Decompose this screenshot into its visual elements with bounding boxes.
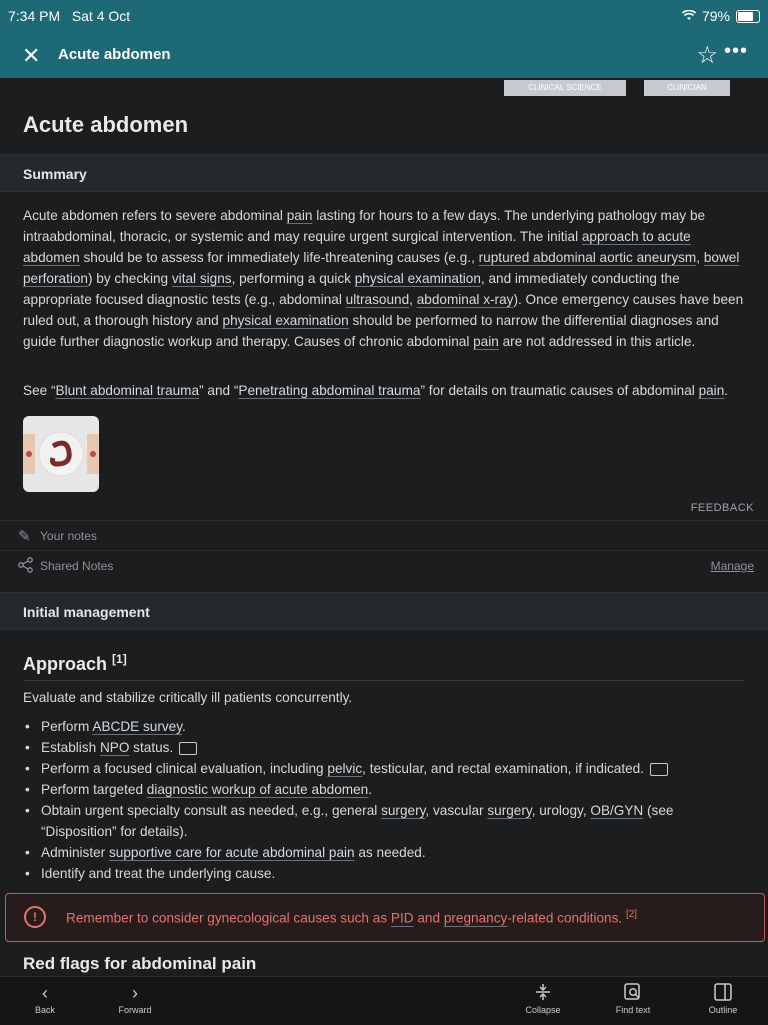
section-initial-management-title: Initial management: [23, 604, 150, 620]
text: ” and “: [199, 383, 239, 398]
nav-bar: [0, 32, 768, 78]
link-pain[interactable]: pain: [473, 334, 499, 349]
link-physical-examination[interactable]: physical examination: [354, 271, 481, 286]
abdomen-illustration-icon: [23, 416, 99, 492]
section-summary-header[interactable]: [0, 154, 768, 192]
chevron-right-icon: ›: [132, 983, 138, 1003]
your-notes-row[interactable]: [0, 520, 768, 551]
share-icon: [18, 557, 34, 577]
text: See “: [23, 383, 56, 398]
article-content[interactable]: [0, 78, 768, 976]
manage-link[interactable]: Manage: [710, 559, 754, 573]
comment-icon[interactable]: [179, 742, 197, 755]
pencil-icon: ✎: [18, 528, 31, 545]
text: Perform targeted: [41, 782, 147, 797]
collapse-label: Collapse: [525, 1005, 561, 1015]
divider: [23, 680, 745, 681]
shared-notes-label: Shared Notes: [40, 559, 114, 573]
text: Perform: [41, 719, 93, 734]
link-npo[interactable]: NPO: [99, 740, 130, 755]
section-initial-management-header[interactable]: [0, 592, 768, 630]
reference-1[interactable]: [1]: [112, 652, 127, 666]
link-vital-signs[interactable]: vital signs: [171, 271, 232, 286]
status-time: 7:34 PM: [8, 8, 61, 24]
link-supportive-care[interactable]: supportive care for acute abdominal pain: [109, 845, 355, 860]
text: ). Once emergency causes have been ruled out, a thorough history and: [23, 292, 744, 328]
collapse-icon: [513, 983, 573, 1005]
text: ,: [696, 250, 704, 265]
collapse-button[interactable]: [513, 983, 573, 1015]
text: , and immediately conducting the appropriate focused diagnostic tests (e.g., abdominal: [23, 271, 680, 307]
comment-icon[interactable]: [650, 763, 668, 776]
status-right: [682, 8, 760, 24]
text: Remember to consider gynecological causes such as: [66, 910, 391, 926]
text: , testicular, and rectal examination, if indicated.: [362, 761, 645, 776]
find-text-button[interactable]: [603, 983, 663, 1015]
list-item: [23, 842, 745, 863]
link-approach-acute-abdomen[interactable]: approach to acute abdomen: [23, 229, 691, 265]
link-surgery[interactable]: surgery: [381, 803, 426, 818]
list-item: [23, 716, 745, 737]
back-label: Back: [34, 1005, 55, 1015]
link-pid[interactable]: PID: [390, 910, 414, 926]
media-thumbnail[interactable]: [23, 416, 99, 492]
approach-list: [23, 716, 745, 884]
text: should be to assess for immediately life-threatening causes (e.g.,: [79, 250, 479, 265]
text: , urology,: [531, 803, 591, 818]
forward-label: Forward: [118, 1005, 152, 1015]
find-text-icon: [603, 983, 663, 1005]
text: should be performed to narrow the differential diagnoses and guide further diagnostic workup and therapy. Causes of chronic abdominal: [23, 313, 719, 349]
battery-percent: 79%: [701, 8, 730, 24]
link-pregnancy[interactable]: pregnancy: [443, 910, 508, 926]
text: status.: [129, 740, 174, 755]
text: lasting for hours to a few days. The underlying pathology may be intraabdominal, thoracic, or systemic and may require urgent surgical intervention. The initial: [23, 208, 706, 244]
link-physical-examination[interactable]: physical examination: [222, 313, 349, 328]
red-flags-heading: Red flags for abdominal pain: [23, 954, 257, 973]
status-time-date: [8, 8, 130, 24]
approach-intro: Evaluate and stabilize critically ill patients concurrently.: [23, 690, 353, 705]
summary-see-also: [23, 380, 745, 401]
reference-2[interactable]: [2]: [625, 909, 638, 920]
wifi-icon: [682, 8, 696, 24]
list-item: [23, 758, 745, 779]
link-ruptured-aaa[interactable]: ruptured abdominal aortic aneurysm: [478, 250, 697, 265]
find-text-label: Find text: [615, 1005, 651, 1015]
bottom-toolbar: [0, 976, 768, 1025]
link-abdominal-xray[interactable]: abdominal x-ray: [416, 292, 514, 307]
link-pain[interactable]: pain: [698, 383, 725, 398]
text: , performing a quick: [231, 271, 355, 286]
link-ultrasound[interactable]: ultrasound: [345, 292, 410, 307]
section-summary-title: Summary: [23, 166, 87, 182]
link-pelvic[interactable]: pelvic: [327, 761, 363, 776]
link-bowel-perforation[interactable]: bowel perforation: [23, 250, 740, 286]
text: ,: [409, 292, 417, 307]
outline-button[interactable]: [693, 983, 753, 1015]
close-icon[interactable]: ✕: [22, 43, 41, 68]
text: as needed.: [354, 845, 426, 860]
link-surgery[interactable]: surgery: [487, 803, 532, 818]
text: .: [724, 383, 729, 398]
link-pain[interactable]: pain: [286, 208, 313, 223]
forward-button[interactable]: [105, 983, 165, 1015]
star-icon[interactable]: ☆: [696, 42, 718, 69]
text: are not addressed in this article.: [498, 334, 696, 349]
outline-icon: [693, 983, 753, 1005]
list-item: [23, 800, 745, 842]
clinical-alert: [5, 893, 765, 942]
link-blunt-abdominal-trauma[interactable]: Blunt abdominal trauma: [55, 383, 200, 398]
text: , vascular: [425, 803, 488, 818]
text: ” for details on traumatic causes of abdominal: [420, 383, 699, 398]
alert-text: [66, 909, 637, 926]
text: Administer: [41, 845, 109, 860]
tag-clinician[interactable]: CLINICIAN: [644, 80, 730, 96]
shared-notes-row[interactable]: [0, 550, 768, 581]
back-button[interactable]: [15, 983, 75, 1015]
list-item: [23, 779, 745, 800]
more-options-icon[interactable]: •••: [723, 40, 748, 62]
text: Perform a focused clinical evaluation, including: [41, 761, 328, 776]
link-diagnostic-workup[interactable]: diagnostic workup of acute abdomen: [146, 782, 369, 797]
text: Identify and treat the underlying cause.: [41, 866, 276, 881]
text: ) by checking: [88, 271, 172, 286]
list-item: [23, 863, 745, 884]
your-notes-label: Your notes: [40, 529, 97, 543]
list-item: [23, 737, 745, 758]
alert-icon: !: [24, 906, 46, 928]
text: .: [368, 782, 372, 797]
text: Establish: [41, 740, 100, 755]
text: and: [413, 910, 444, 926]
link-ob-gyn[interactable]: OB/GYN: [590, 803, 644, 818]
approach-heading: [23, 652, 127, 675]
page-title: Acute abdomen: [23, 112, 189, 137]
text: -related conditions.: [507, 910, 626, 926]
nav-title: Acute abdomen: [58, 46, 171, 63]
summary-paragraph: [23, 205, 745, 352]
text: Obtain urgent specialty consult as needed, e.g., general: [41, 803, 382, 818]
chevron-left-icon: ‹: [42, 983, 48, 1003]
outline-label: Outline: [708, 1005, 738, 1015]
battery-icon: [736, 10, 760, 23]
text: (see “Disposition” for details).: [41, 803, 674, 839]
link-penetrating-abdominal-trauma[interactable]: Penetrating abdominal trauma: [238, 383, 421, 398]
status-bar: [0, 0, 768, 32]
feedback-link[interactable]: FEEDBACK: [690, 502, 754, 514]
approach-title: Approach: [23, 654, 108, 674]
text: Acute abdomen refers to severe abdominal: [23, 208, 287, 223]
status-date: Sat 4 Oct: [71, 8, 131, 24]
link-abcde-survey[interactable]: ABCDE survey: [92, 719, 183, 734]
tag-clinical-science[interactable]: CLINICAL SCIENCE: [504, 80, 626, 96]
text: .: [182, 719, 186, 734]
